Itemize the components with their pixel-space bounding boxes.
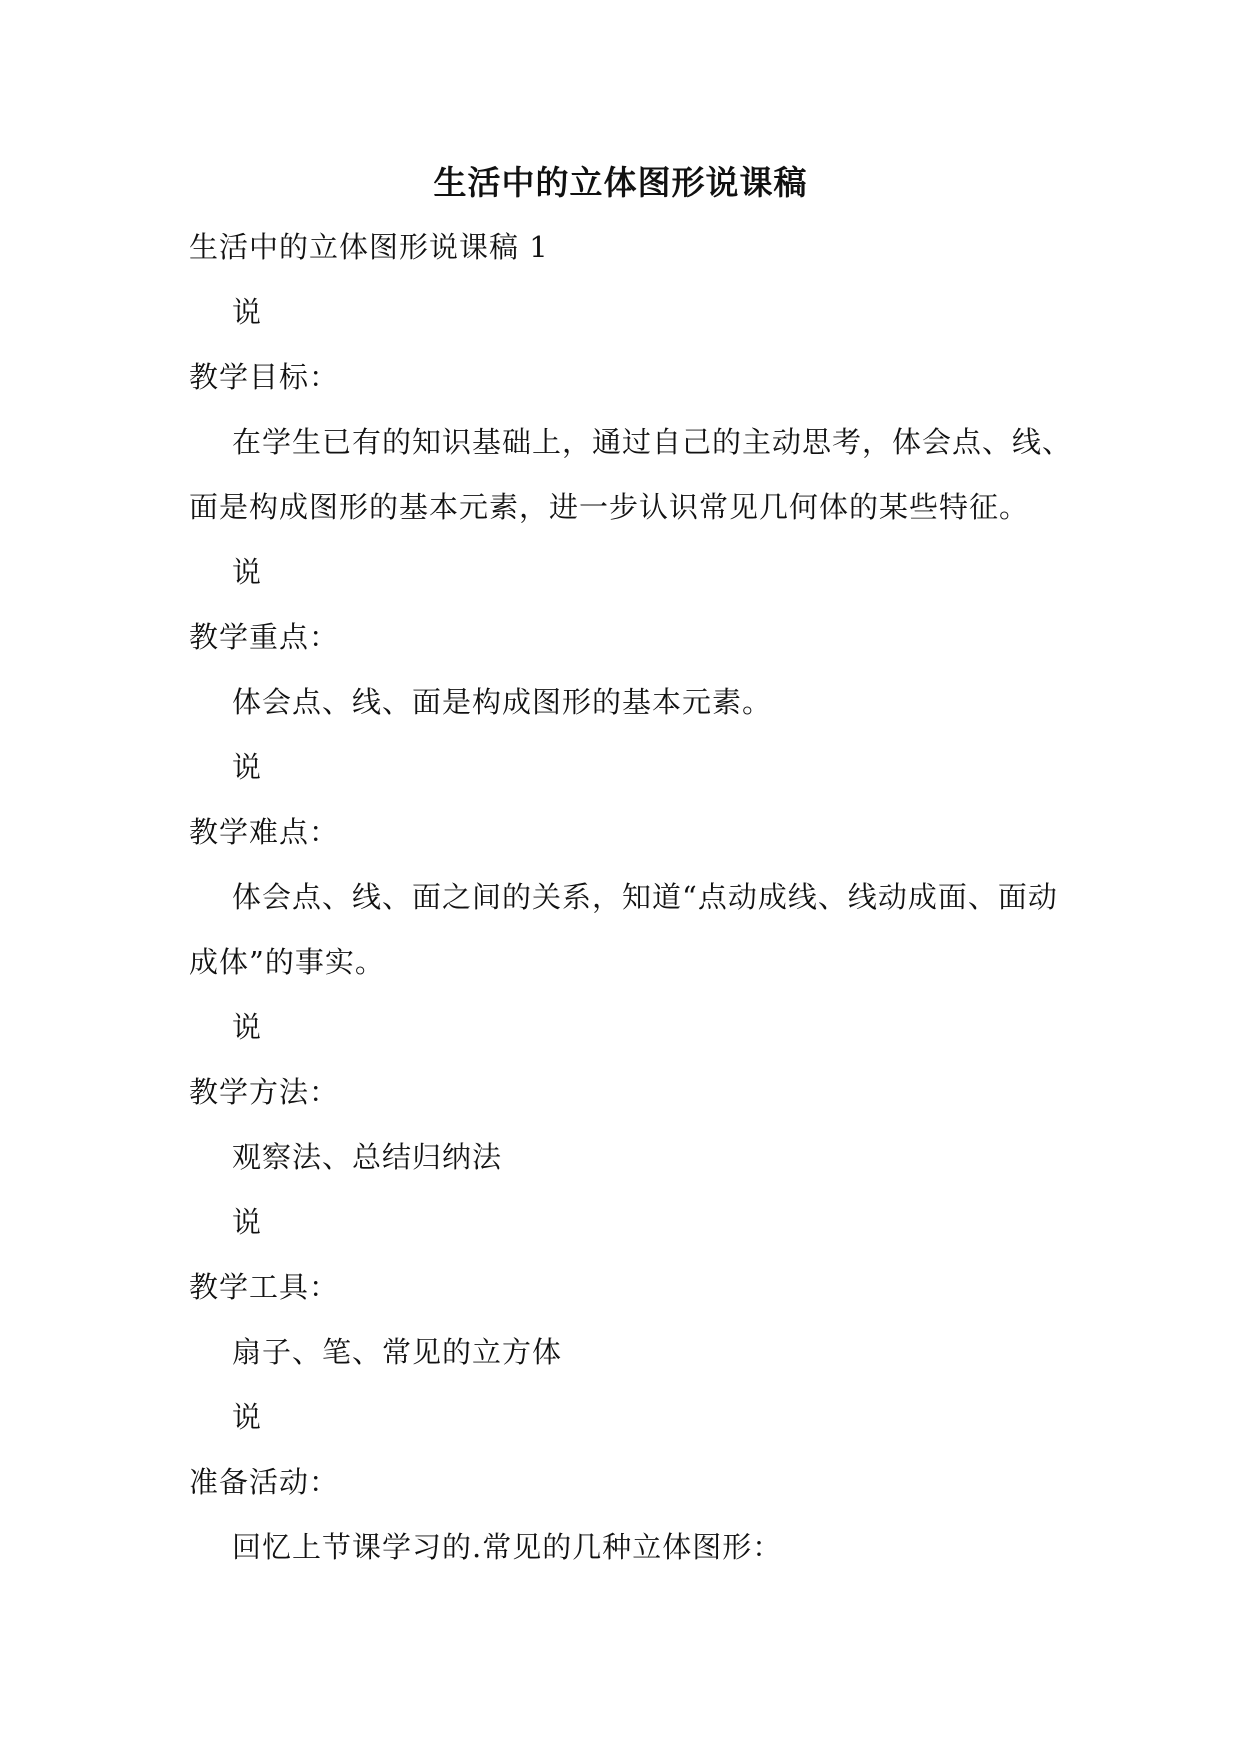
section-heading: 教学重点： [189,620,340,654]
paragraph-line: 成体”的事实。 [189,945,385,979]
paragraph-line: 在学生已有的知识基础上，通过自己的主动思考，体会点、线、 [232,425,1073,459]
paragraph-line: 回忆上节课学习的.常见的几种立体图形： [232,1530,783,1564]
section-heading: 准备活动： [189,1465,340,1499]
section-heading: 教学工具： [189,1270,340,1304]
paragraph-line: 体会点、线、面是构成图形的基本元素。 [232,685,773,719]
paragraph-line: 说 [232,1205,263,1239]
paragraph-line: 说 [232,1010,263,1044]
paragraph-line: 观察法、总结归纳法 [232,1140,503,1174]
paragraph-line: 说 [232,1400,263,1434]
subtitle: 生活中的立体图形说课稿 1 [189,230,549,264]
section-heading: 教学方法： [189,1075,340,1109]
document-title: 生活中的立体图形说课稿 [433,163,808,202]
section-heading: 教学目标： [189,360,340,394]
paragraph-line: 扇子、笔、常见的立方体 [232,1335,563,1369]
paragraph-line: 说 [232,750,263,784]
paragraph-line: 说 [232,555,263,589]
section-heading: 教学难点： [189,815,340,849]
paragraph-line: 面是构成图形的基本元素，进一步认识常见几何体的某些特征。 [189,490,1030,524]
paragraph-line: 体会点、线、面之间的关系，知道“点动成线、线动成面、面动 [232,880,1058,914]
paragraph-line: 说 [232,295,263,329]
